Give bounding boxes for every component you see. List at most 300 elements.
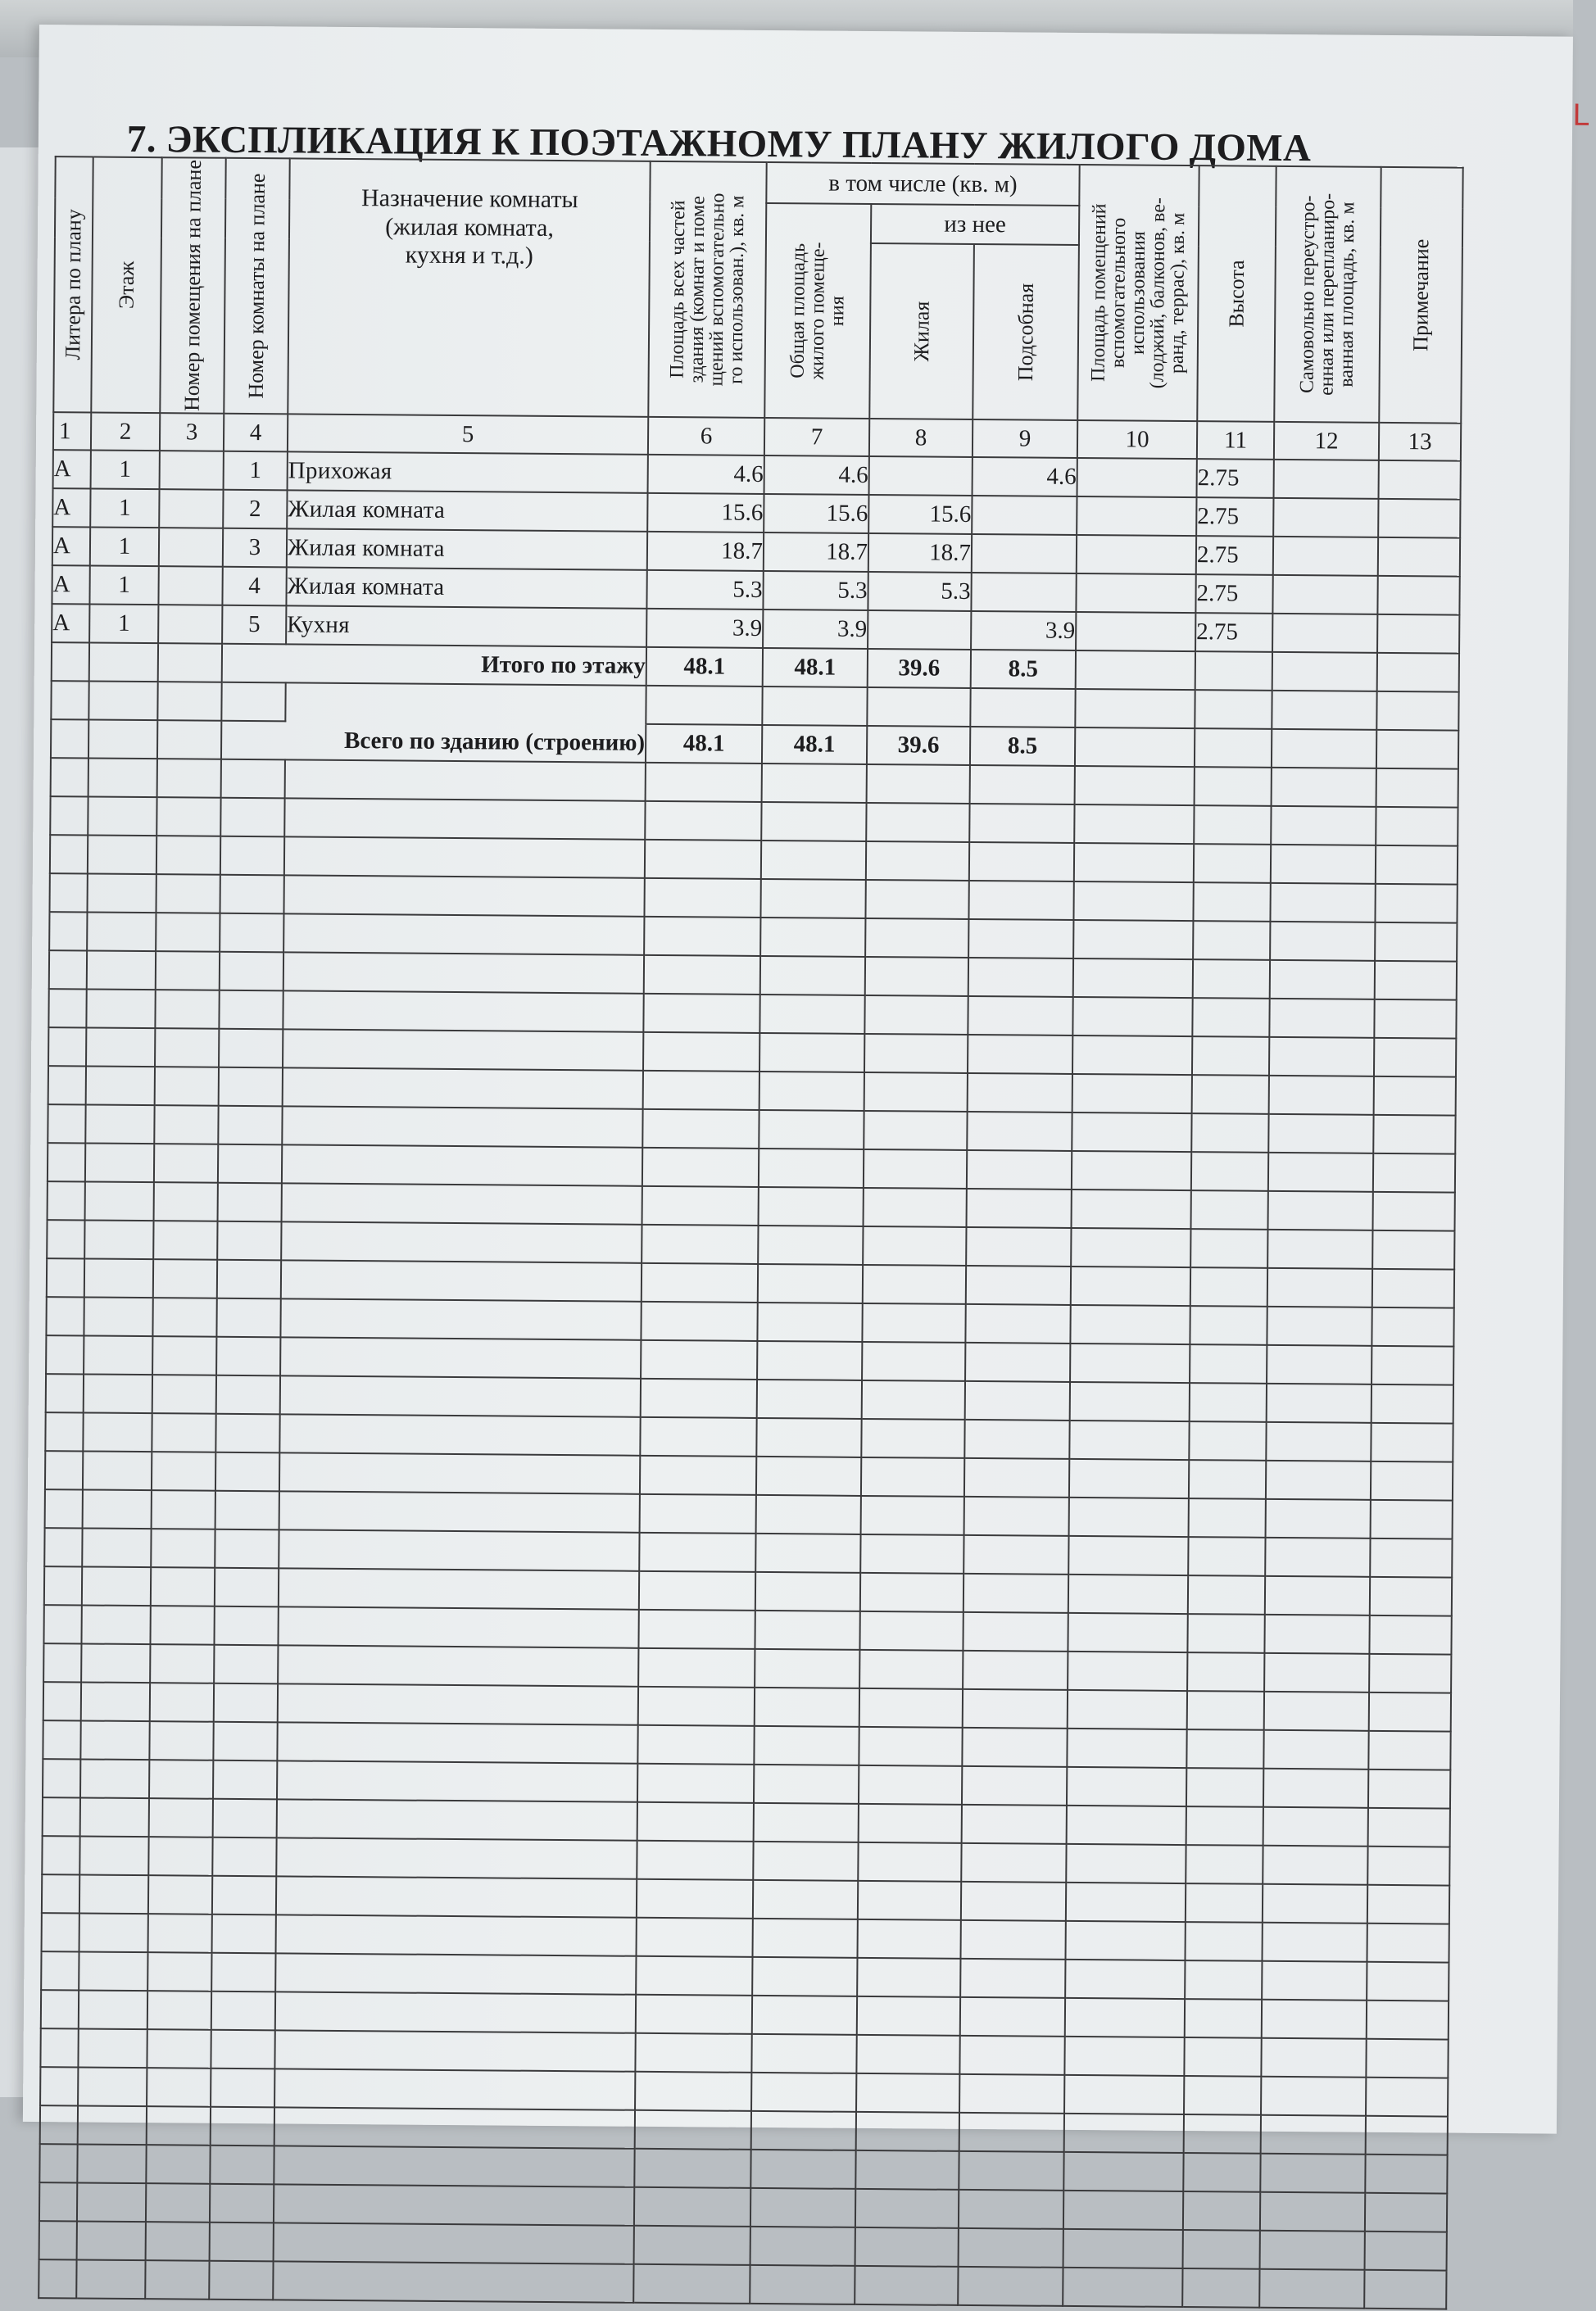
- cell-empty: [1189, 1498, 1266, 1538]
- cell-empty: [1064, 2075, 1184, 2114]
- cell-empty: [149, 1760, 213, 1799]
- cell-empty: [1267, 1384, 1372, 1423]
- cell-empty: [213, 1722, 277, 1761]
- cell-empty: [1063, 2152, 1183, 2191]
- cell-height: 2.75: [1196, 536, 1273, 575]
- cell-empty: [152, 1452, 215, 1491]
- cell-empty: [43, 1682, 81, 1720]
- building-total-label: Всего по зданию (строению): [221, 721, 646, 763]
- cell-empty: [52, 642, 89, 681]
- cell-empty: [637, 1802, 754, 1842]
- cell-empty: [642, 1148, 759, 1187]
- cell-empty: [44, 1528, 82, 1566]
- cell-empty: [968, 881, 1073, 920]
- cell-empty: [81, 1605, 150, 1644]
- cell-empty: [77, 2221, 146, 2260]
- cell-empty: [1073, 920, 1193, 959]
- cell-empty: [756, 1457, 861, 1496]
- cell-empty: [1376, 768, 1458, 808]
- cell-aux-use: [1077, 458, 1197, 497]
- cell-empty: [1274, 460, 1379, 499]
- cell-empty: [218, 1183, 282, 1222]
- cell-floor: 1: [90, 528, 159, 567]
- cell-empty: [1368, 1770, 1450, 1809]
- cell-empty: [1272, 575, 1377, 614]
- cell-empty: [48, 1027, 86, 1066]
- cell-empty: [1269, 1076, 1374, 1115]
- cell-empty: [760, 879, 865, 918]
- cell-empty: [1183, 2191, 1260, 2231]
- cell-empty: [153, 1259, 217, 1298]
- cell-empty: [1072, 1074, 1192, 1113]
- cell-empty: [640, 1494, 756, 1534]
- cell-empty: [1072, 1151, 1191, 1190]
- cell-empty: [1191, 1152, 1268, 1191]
- cell-empty: [156, 874, 220, 913]
- cell-empty: [1272, 729, 1376, 768]
- cell-empty: [78, 2067, 147, 2106]
- cell-empty: [1063, 2229, 1183, 2268]
- cell-empty: [757, 1380, 862, 1419]
- cell-empty: [753, 1842, 858, 1881]
- cell-empty: [753, 1919, 858, 1958]
- cell-empty: [147, 1991, 211, 2030]
- cell-empty: [39, 2221, 77, 2259]
- cell-empty: [279, 1414, 640, 1455]
- cell-empty: [220, 836, 284, 876]
- cell-empty: [79, 1874, 148, 1914]
- cell-empty: [861, 1419, 964, 1458]
- cell-empty: [965, 1304, 1070, 1344]
- cell-empty: [1195, 728, 1272, 768]
- cell-empty: [48, 989, 86, 1027]
- cell-empty: [1270, 883, 1375, 922]
- cell-empty: [861, 1496, 964, 1535]
- cell-empty: [963, 1689, 1068, 1729]
- cell-empty: [1069, 1459, 1189, 1498]
- floor-total-living: 39.6: [868, 649, 971, 688]
- cell-empty: [1190, 1306, 1267, 1345]
- cell-empty: [964, 1497, 1069, 1536]
- cell-empty: [858, 1842, 961, 1882]
- cell-empty: [150, 1683, 214, 1722]
- cell-aux-use: [1076, 612, 1195, 651]
- cell-empty: [859, 1650, 963, 1689]
- cell-empty: [157, 720, 221, 759]
- cell-empty: [83, 1412, 152, 1452]
- cell-empty: [39, 2259, 76, 2298]
- header-group-of-it: из нее: [871, 204, 1079, 245]
- cell-empty: [85, 1181, 154, 1221]
- header-living: Жилая: [869, 243, 974, 419]
- cell-empty: [1067, 1806, 1186, 1845]
- cell-empty: [278, 1683, 638, 1724]
- cell-living: 5.3: [868, 572, 971, 611]
- cell-empty: [1267, 1268, 1372, 1307]
- cell-empty: [49, 912, 87, 950]
- cell-empty: [1372, 1269, 1454, 1308]
- cell-empty: [278, 1645, 638, 1686]
- cell-empty: [273, 2261, 633, 2302]
- cell-height: 2.75: [1195, 574, 1272, 614]
- cell-empty: [279, 1452, 640, 1493]
- cell-empty: [1187, 1614, 1264, 1653]
- cell-empty: [856, 2035, 959, 2074]
- cell-empty: [859, 1688, 963, 1728]
- cell-empty: [1272, 652, 1377, 691]
- floor-total-label: Итого по этажу: [222, 644, 646, 686]
- cell-empty: [643, 1071, 759, 1110]
- cell-empty: [759, 1187, 864, 1226]
- cell-empty: [959, 2036, 1064, 2075]
- cell-empty: [1263, 1769, 1368, 1808]
- cell-empty: [284, 798, 645, 839]
- cell-empty: [211, 1953, 275, 1992]
- cell-empty: [758, 1264, 863, 1303]
- cell-empty: [754, 1765, 859, 1804]
- cell-empty: [1260, 2231, 1365, 2270]
- cell-empty: [759, 1072, 864, 1111]
- cell-empty: [210, 2184, 274, 2223]
- cell-empty: [751, 2034, 856, 2073]
- cell-empty: [48, 1104, 85, 1143]
- cell-empty: [754, 1726, 859, 1765]
- cell-empty: [1193, 882, 1270, 922]
- cell-empty: [640, 1417, 756, 1457]
- cell-empty: [1272, 614, 1377, 653]
- cell-empty: [280, 1337, 641, 1378]
- cell-empty: [1267, 1307, 1372, 1346]
- cell-empty: [1268, 1153, 1373, 1192]
- cell-empty: [960, 1920, 1065, 1960]
- floor-total-area-total: 48.1: [763, 648, 868, 687]
- cell-empty: [759, 995, 864, 1034]
- cell-premise: [160, 451, 224, 490]
- cell-empty: [277, 1722, 637, 1763]
- cell-floor: 1: [89, 566, 158, 605]
- cell-empty: [760, 956, 865, 995]
- cell-empty: [1072, 1189, 1191, 1229]
- cell-empty: [40, 2105, 78, 2144]
- cell-empty: [48, 1143, 85, 1181]
- cell-empty: [220, 798, 284, 837]
- cell-empty: [1372, 1192, 1454, 1231]
- cell-empty: [635, 2072, 751, 2111]
- cell-empty: [855, 2189, 959, 2228]
- cell-empty: [156, 913, 220, 952]
- cell-empty: [1368, 1731, 1450, 1770]
- cell-empty: [857, 1958, 960, 1997]
- cell-empty: [859, 1611, 963, 1651]
- pen-mark: L: [1572, 98, 1589, 133]
- cell-empty: [1266, 1499, 1371, 1538]
- cell-empty: [644, 878, 760, 918]
- cell-empty: [1273, 537, 1378, 576]
- cell-room: 2: [223, 490, 287, 529]
- cell-empty: [145, 2260, 209, 2300]
- cell-empty: [1367, 2001, 1449, 2040]
- cell-empty: [759, 1110, 864, 1149]
- cell-empty: [866, 841, 969, 881]
- cell-empty: [1269, 1037, 1374, 1076]
- cell-empty: [859, 1804, 962, 1843]
- cell-empty: [855, 2266, 958, 2305]
- cell-empty: [1376, 807, 1458, 846]
- cell-empty: [1270, 960, 1375, 999]
- cell-empty: [148, 1875, 212, 1915]
- cell-empty: [962, 1766, 1067, 1806]
- cell-empty: [1374, 1076, 1456, 1116]
- cell-area-total: 15.6: [764, 494, 868, 533]
- cell-empty: [84, 1297, 152, 1336]
- header-row: [55, 156, 1462, 208]
- cell-empty: [147, 1952, 211, 1992]
- cell-empty: [155, 1067, 219, 1106]
- cell-empty: [84, 1335, 152, 1375]
- cell-empty: [1367, 1962, 1449, 2001]
- cell-empty: [755, 1688, 859, 1727]
- cell-empty: [217, 1260, 281, 1299]
- cell-empty: [1268, 1114, 1373, 1153]
- building-total-area-total: 48.1: [762, 725, 867, 764]
- cell-empty: [158, 643, 222, 682]
- cell-empty: [1264, 1653, 1369, 1692]
- cell-living: [869, 456, 973, 496]
- cell-empty: [860, 1573, 963, 1612]
- cell-empty: [278, 1606, 638, 1647]
- cell-empty: [750, 2227, 855, 2266]
- cell-empty: [864, 1188, 967, 1227]
- cell-empty: [642, 1186, 759, 1226]
- cell-empty: [283, 913, 644, 954]
- cell-empty: [1193, 959, 1270, 999]
- cell-empty: [1377, 576, 1459, 615]
- cell-empty: [751, 2073, 856, 2112]
- cell-empty: [1189, 1421, 1266, 1461]
- cell-empty: [285, 759, 646, 800]
- column-number: 5: [288, 414, 648, 454]
- cell-empty: [859, 1765, 962, 1805]
- cell-empty: [1072, 997, 1192, 1036]
- cell-room-name: Жилая комната: [286, 567, 646, 608]
- cell-empty: [755, 1649, 859, 1688]
- cell-empty: [865, 957, 968, 996]
- cell-empty: [1071, 1228, 1190, 1267]
- cell-empty: [1194, 844, 1271, 883]
- cell-empty: [80, 1720, 149, 1760]
- cell-empty: [642, 1109, 759, 1149]
- cell-empty: [1371, 1461, 1453, 1501]
- cell-empty: [1065, 1960, 1185, 1999]
- cell-empty: [645, 801, 761, 841]
- cell-empty: [214, 1645, 278, 1684]
- cell-empty: [752, 1996, 857, 2035]
- cell-litera: А: [52, 527, 90, 565]
- cell-empty: [969, 804, 1074, 843]
- cell-empty: [1373, 1115, 1455, 1154]
- cell-empty: [1266, 1422, 1371, 1461]
- cell-empty: [1375, 884, 1457, 923]
- cell-empty: [276, 1915, 637, 1955]
- cell-empty: [755, 1611, 859, 1650]
- cell-empty: [968, 1035, 1072, 1074]
- cell-empty: [88, 835, 156, 874]
- cell-empty: [865, 880, 968, 919]
- cell-empty: [865, 918, 968, 958]
- cell-empty: [1374, 999, 1456, 1039]
- cell-empty: [759, 1033, 864, 1072]
- cell-empty: [1378, 537, 1460, 577]
- cell-empty: [963, 1612, 1068, 1652]
- cell-empty: [1068, 1690, 1187, 1729]
- cell-empty: [147, 2068, 211, 2107]
- cell-premise: [158, 566, 222, 605]
- cell-empty: [757, 1303, 862, 1342]
- cell-empty: [46, 1297, 84, 1335]
- cell-room: 3: [223, 528, 287, 568]
- cell-empty: [1068, 1652, 1187, 1691]
- cell-empty: [962, 1805, 1067, 1844]
- cell-empty: [1267, 1230, 1372, 1269]
- cell-area-total: 4.6: [764, 455, 869, 495]
- cell-empty: [1262, 2000, 1367, 2039]
- cell-room: 5: [222, 605, 286, 645]
- cell-empty: [1263, 1807, 1368, 1847]
- cell-empty: [1070, 1305, 1190, 1344]
- cell-empty: [48, 1066, 86, 1104]
- cell-empty: [1064, 2037, 1184, 2076]
- cell-empty: [863, 1226, 966, 1266]
- cell-empty: [1064, 2114, 1184, 2153]
- cell-empty: [862, 1303, 965, 1343]
- cell-empty: [86, 989, 155, 1028]
- cell-empty: [637, 1879, 753, 1919]
- cell-empty: [644, 955, 760, 995]
- header-premise-number: Номер помещения на плане: [160, 157, 225, 414]
- cell-empty: [81, 1643, 150, 1683]
- cell-empty: [214, 1683, 278, 1723]
- cell-auxiliary: [972, 534, 1077, 573]
- cell-living: [868, 610, 971, 650]
- cell-empty: [1073, 958, 1193, 998]
- building-total-living: 39.6: [867, 726, 970, 765]
- cell-empty: [1367, 1924, 1449, 1963]
- cell-empty: [964, 1420, 1069, 1459]
- cell-empty: [1376, 845, 1458, 885]
- cell-auxiliary: [971, 573, 1076, 612]
- cell-empty: [214, 1606, 278, 1646]
- cell-empty: [1192, 998, 1269, 1037]
- cell-empty: [1370, 1538, 1452, 1578]
- cell-empty: [148, 1914, 212, 1953]
- cell-floor: 1: [89, 605, 158, 644]
- cell-empty: [637, 1841, 753, 1880]
- cell-empty: [1369, 1692, 1451, 1732]
- cell-empty: [80, 1797, 149, 1837]
- cell-empty: [643, 1032, 759, 1072]
- cell-empty: [150, 1606, 214, 1645]
- cell-empty: [959, 2190, 1063, 2229]
- column-number: 12: [1274, 422, 1379, 460]
- page-title: 7. ЭКСПЛИКАЦИЯ К ПОЭТАЖНОМУ ПЛАНУ ЖИЛОГО ДОМА: [126, 117, 1312, 170]
- cell-empty: [966, 1227, 1071, 1267]
- cell-empty: [82, 1528, 151, 1567]
- column-number: 7: [764, 418, 869, 456]
- cell-empty: [959, 2113, 1064, 2152]
- cell-empty: [1266, 1461, 1371, 1500]
- cell-empty: [149, 1798, 213, 1837]
- cell-empty: [753, 1880, 858, 1919]
- cell-empty: [150, 1644, 214, 1683]
- cell-empty: [958, 2267, 1063, 2306]
- cell-empty: [146, 2222, 210, 2261]
- cell-empty: [1262, 1961, 1367, 2001]
- cell-empty: [89, 643, 158, 682]
- cell-height: 2.75: [1196, 497, 1273, 537]
- cell-empty: [968, 996, 1072, 1035]
- cell-empty: [857, 1919, 960, 1959]
- cell-empty: [211, 2069, 274, 2108]
- cell-empty: [78, 2105, 147, 2145]
- cell-empty: [1366, 2039, 1448, 2078]
- cell-empty: [1184, 2076, 1261, 2115]
- column-number: 3: [160, 413, 224, 451]
- cell-empty: [1071, 1267, 1190, 1306]
- cell-empty: [634, 2226, 750, 2265]
- cell-empty: [750, 2150, 855, 2189]
- cell-empty: [274, 2069, 635, 2109]
- cell-empty: [1264, 1615, 1369, 1654]
- cell-empty: [761, 841, 866, 880]
- cell-empty: [47, 1258, 84, 1297]
- cell-empty: [275, 1992, 636, 2032]
- header-room-purpose: Назначение комнаты (жилая комната, кухня и т.д.): [288, 158, 650, 416]
- cell-empty: [149, 1721, 213, 1760]
- cell-empty: [1074, 843, 1194, 882]
- cell-empty: [1379, 460, 1461, 500]
- document-page: [23, 25, 1589, 2134]
- cell-empty: [50, 835, 88, 873]
- cell-empty: [146, 2145, 210, 2184]
- cell-room-name: Жилая комната: [287, 490, 647, 531]
- header-auxiliary: Подсобная: [973, 244, 1079, 420]
- cell-empty: [51, 719, 88, 758]
- cell-room-name: Прихожая: [288, 451, 648, 492]
- cell-empty: [84, 1220, 153, 1259]
- cell-empty: [1372, 1346, 1453, 1385]
- cell-area-all: 18.7: [647, 532, 764, 571]
- cell-empty: [76, 2259, 145, 2299]
- column-number: 9: [973, 419, 1077, 458]
- cell-empty: [212, 1915, 276, 1954]
- cell-empty: [1189, 1460, 1266, 1499]
- cell-empty: [42, 1874, 79, 1913]
- header-floor: Этаж: [91, 157, 161, 414]
- cell-empty: [1070, 1382, 1190, 1421]
- cell-empty: [283, 1029, 643, 1070]
- cell-empty: [83, 1489, 152, 1529]
- cell-empty: [1374, 1038, 1456, 1077]
- cell-empty: [639, 1571, 755, 1611]
- cell-empty: [152, 1375, 216, 1414]
- cell-empty: [1192, 1036, 1269, 1076]
- cell-empty: [636, 1956, 752, 1996]
- header-room-number: Номер комнаты на плане: [224, 158, 289, 415]
- cell-empty: [83, 1451, 152, 1490]
- cell-empty: [1366, 2116, 1448, 2155]
- cell-empty: [759, 1149, 864, 1188]
- cell-empty: [1065, 1998, 1185, 2037]
